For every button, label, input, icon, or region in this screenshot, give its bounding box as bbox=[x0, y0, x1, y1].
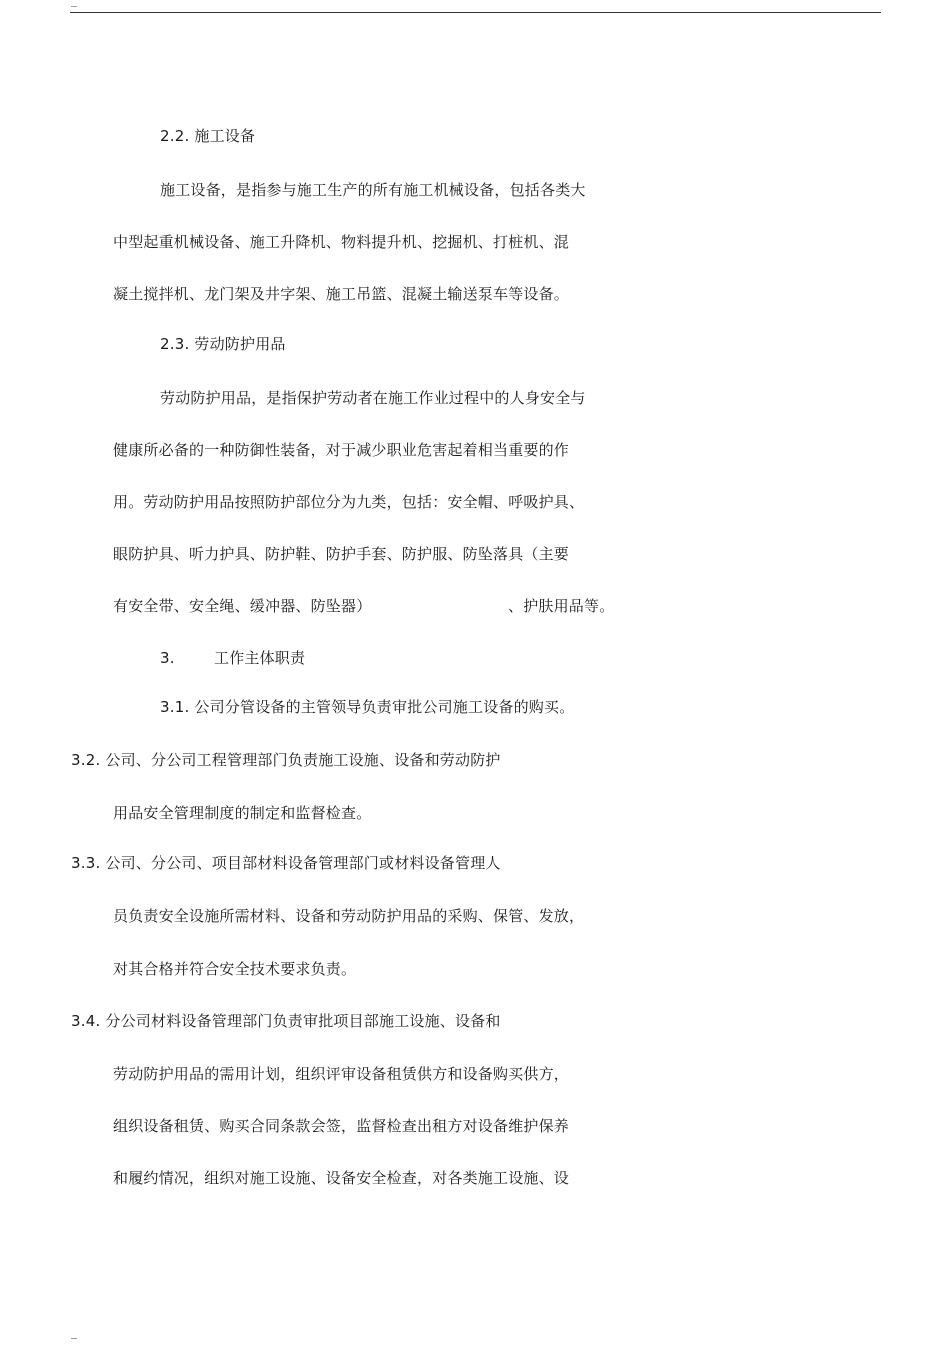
paragraph-line: 眼防护具、听力护具、防护鞋、防护手套、防护服、防坠落具（主要 bbox=[113, 545, 570, 563]
paragraph-line: 施工设备，是指参与施工生产的所有施工机械设备，包括各类大 bbox=[160, 181, 586, 199]
list-item-3-4: 3.4. 分公司材料设备管理部门负责审批项目部施工设施、设备和 bbox=[71, 1012, 501, 1030]
list-item-continuation: 劳动防护用品的需用计划，组织评审设备租赁供方和设备购买供方， bbox=[113, 1065, 570, 1083]
list-item-continuation: 员负责安全设施所需材料、设备和劳动防护用品的采购、保管、发放， bbox=[113, 907, 585, 925]
section-heading-3-number: 3. bbox=[160, 649, 175, 667]
list-item-3-3: 3.3. 公司、分公司、项目部材料设备管理部门或材料设备管理人 bbox=[71, 854, 501, 872]
paragraph-line: 中型起重机械设备、施工升降机、物料提升机、挖掘机、打桩机、混 bbox=[113, 233, 570, 251]
paragraph-line: 劳动防护用品，是指保护劳动者在施工作业过程中的人身安全与 bbox=[160, 389, 586, 407]
list-item-3-2: 3.2. 公司、分公司工程管理部门负责施工设施、设备和劳动防护 bbox=[71, 751, 501, 769]
paragraph-line: 用。劳动防护用品按照防护部位分为九类，包括：安全帽、呼吸护具、 bbox=[113, 493, 585, 511]
page-corner-mark bbox=[71, 6, 77, 7]
list-item-continuation: 和履约情况，组织对施工设施、设备安全检查，对各类施工设施、设 bbox=[113, 1169, 570, 1187]
paragraph-line: 、护肤用品等。 bbox=[508, 597, 615, 615]
section-heading-2-3: 2.3. 劳动防护用品 bbox=[160, 335, 286, 353]
list-item-continuation: 用品安全管理制度的制定和监督检查。 bbox=[113, 804, 372, 822]
page-corner-mark bbox=[71, 1338, 77, 1339]
paragraph-line: 健康所必备的一种防御性装备，对于减少职业危害起着相当重要的作 bbox=[113, 441, 570, 459]
list-item-continuation: 对其合格并符合安全技术要求负责。 bbox=[113, 960, 357, 978]
paragraph-line: 有安全带、安全绳、缓冲器、防坠器） bbox=[113, 597, 372, 615]
paragraph-line: 凝土搅拌机、龙门架及井字架、施工吊篮、混凝土输送泵车等设备。 bbox=[113, 285, 570, 303]
header-rule bbox=[70, 12, 881, 13]
list-item-continuation: 组织设备租赁、购买合同条款会签，监督检查出租方对设备维护保养 bbox=[113, 1117, 570, 1135]
section-heading-3-title: 工作主体职责 bbox=[214, 649, 306, 667]
list-item-3-1: 3.1. 公司分管设备的主管领导负责审批公司施工设备的购买。 bbox=[160, 698, 575, 716]
section-heading-2-2: 2.2. 施工设备 bbox=[160, 127, 256, 145]
